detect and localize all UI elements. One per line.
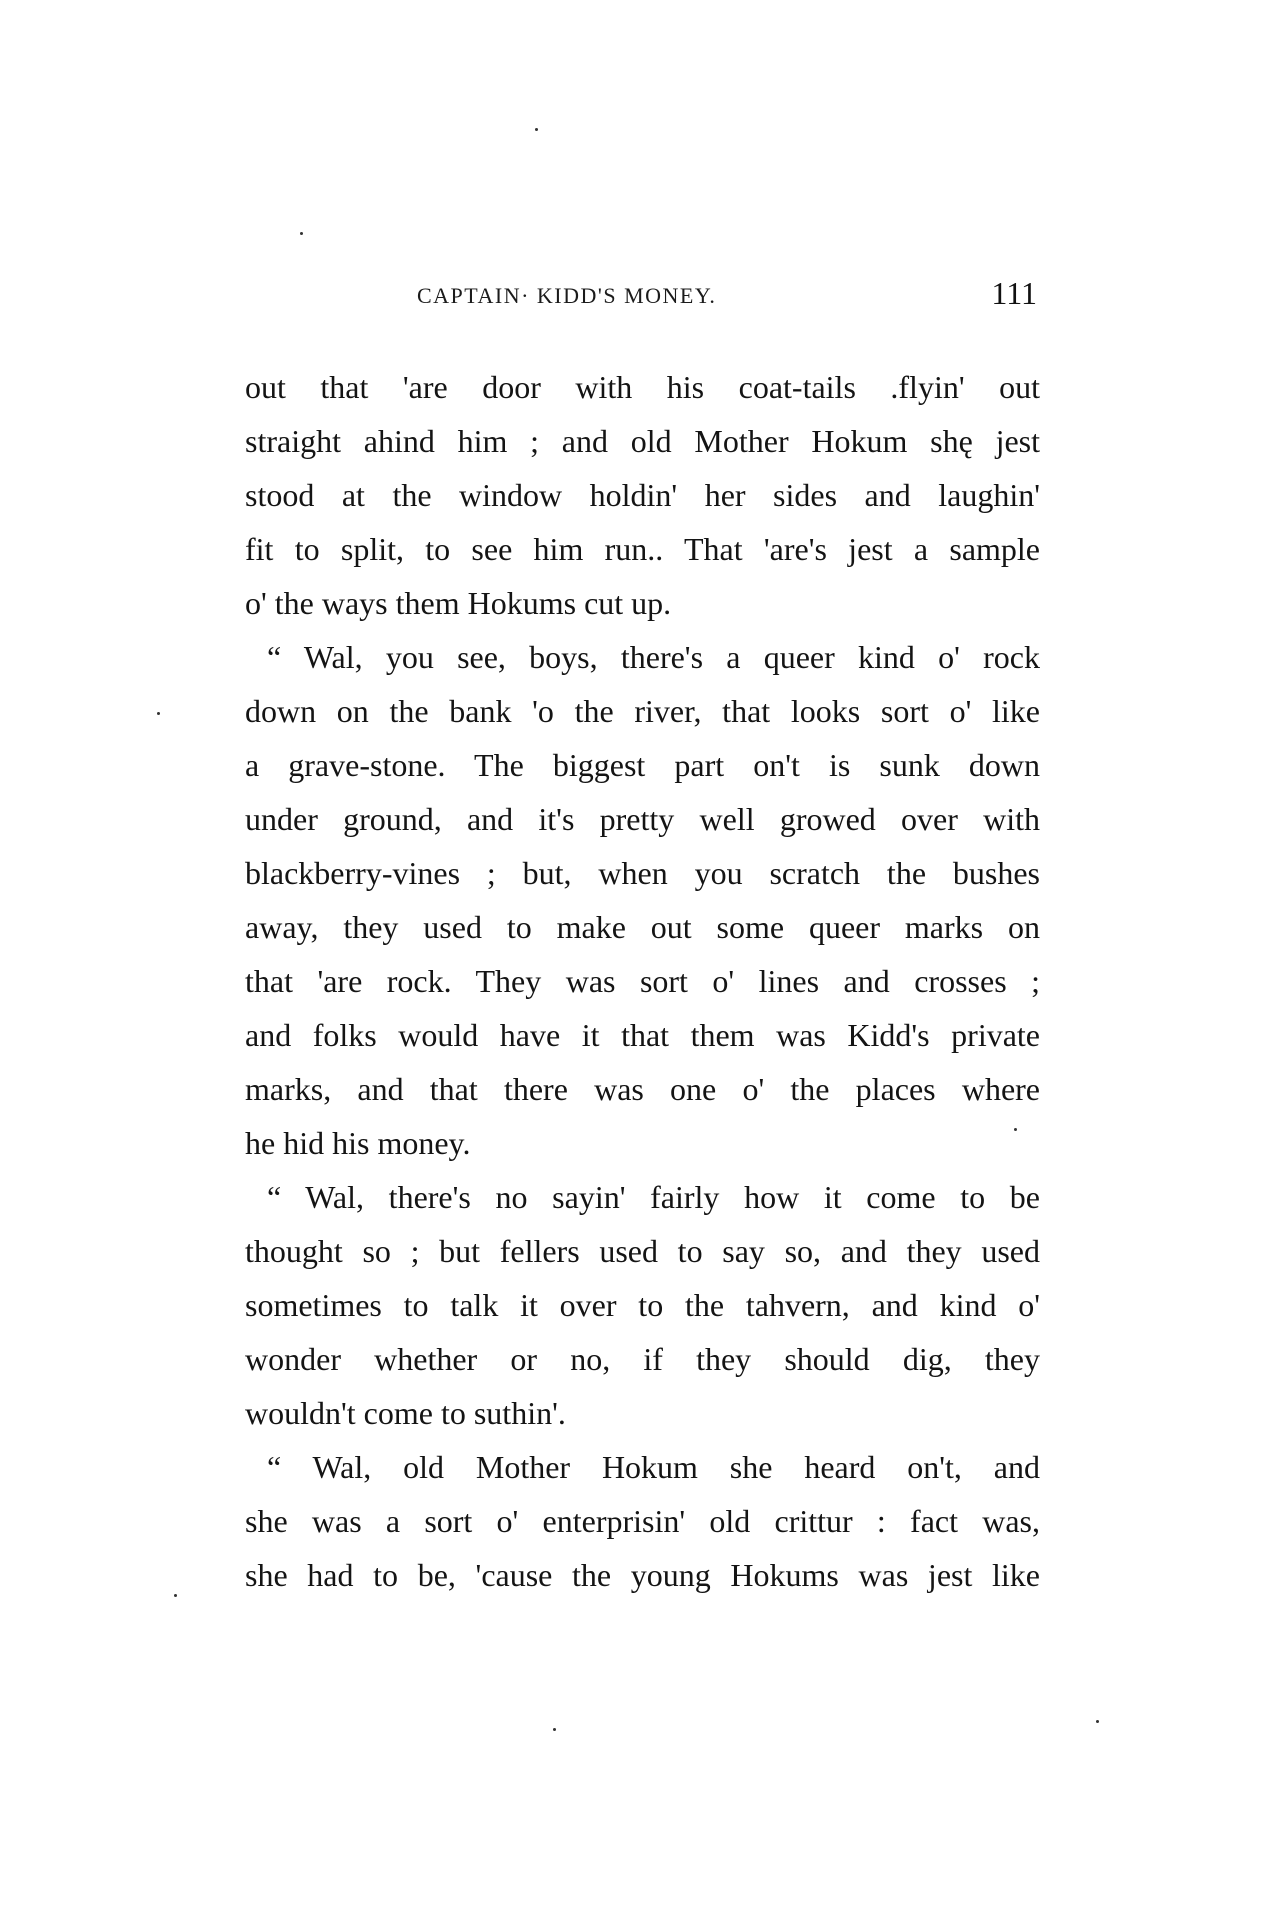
text-line: “ Wal, old Mother Hokum she heard on't, and (267, 1449, 1040, 1485)
paragraph (245, 360, 1040, 630)
text-line: o' the ways them Hokums cut up. (245, 585, 672, 621)
page-number: 111 (991, 275, 1037, 311)
text-line: down on the bank 'o the river, that looks sort o' like (245, 693, 1040, 729)
text-line: blackberry-vines ; but, when you scratch the bushes (245, 855, 1040, 891)
print-speck (157, 712, 160, 715)
text-line: “ Wal, you see, boys, there's a queer kind o' rock (267, 639, 1040, 675)
text-line: she was a sort o' enterprisin' old crittur : fact was, (245, 1503, 1040, 1539)
text-line: and folks would have it that them was Kidd's private (245, 1017, 1040, 1053)
text-line: away, they used to make out some queer marks on (245, 909, 1040, 945)
text-line: under ground, and it's pretty well growed over with (245, 801, 1040, 837)
text-line: out that 'are door with his coat-tails .flyin' out (245, 369, 1040, 405)
text-line: wouldn't come to suthin'. (245, 1395, 566, 1431)
text-line: she had to be, 'cause the young Hokums was jest like (245, 1557, 1040, 1593)
print-speck (1096, 1720, 1099, 1723)
text-line: he hid his money. (245, 1125, 471, 1161)
text-line: wonder whether or no, if they should dig, they (245, 1341, 1040, 1377)
text-line: straight ahind him ; and old Mother Hokum shę jest (245, 423, 1040, 459)
text-line: “ Wal, there's no sayin' fairly how it come to be (267, 1179, 1040, 1215)
paragraph (245, 630, 1040, 1170)
running-head: CAPTAIN· KIDD'S MONEY. (417, 283, 717, 308)
text-line: fit to split, to see him run.. That 'are's jest a sample (245, 531, 1040, 567)
print-speck (553, 1728, 556, 1731)
print-speck (174, 1594, 177, 1597)
paragraph (245, 1440, 1040, 1602)
text-line: marks, and that there was one o' the places where (245, 1071, 1040, 1107)
print-speck (300, 232, 303, 235)
text-line: that 'are rock. They was sort o' lines and crosses ; (245, 963, 1040, 999)
paragraph (245, 1170, 1040, 1440)
text-line: stood at the window holdin' her sides and laughin' (245, 477, 1040, 513)
body-text (245, 360, 1040, 1602)
page-header (245, 275, 1045, 315)
text-line: sometimes to talk it over to the tahvern, and kind o' (245, 1287, 1040, 1323)
text-line: a grave-stone. The biggest part on't is sunk down (245, 747, 1040, 783)
print-speck (535, 128, 538, 131)
text-line: thought so ; but fellers used to say so, and they used (245, 1233, 1040, 1269)
